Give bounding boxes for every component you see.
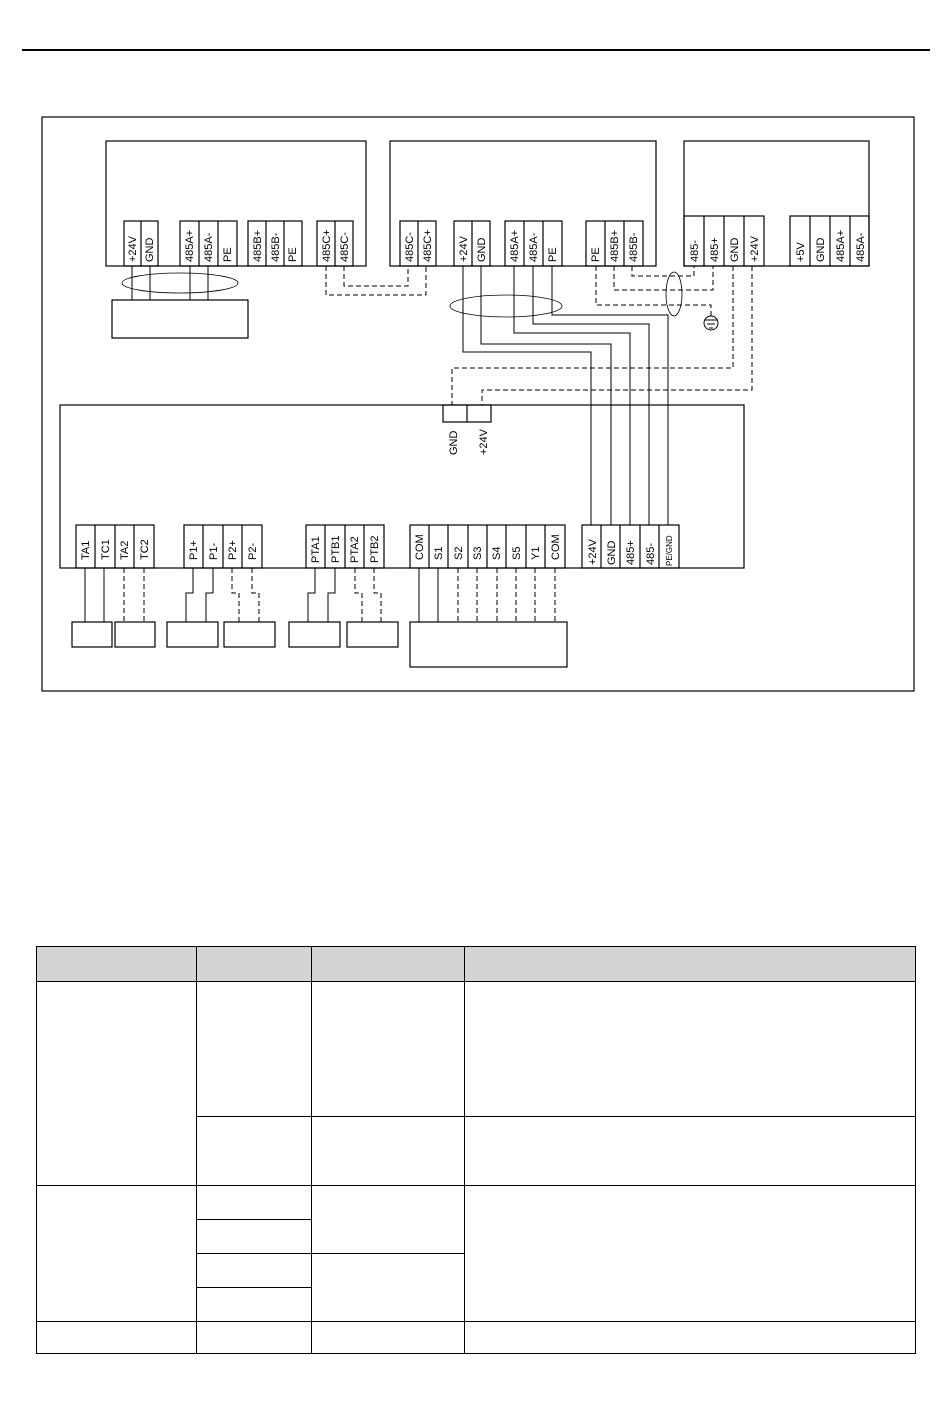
controller-board (60, 405, 744, 568)
table-row (37, 1186, 916, 1220)
terminal-label: 485B- (270, 232, 282, 262)
terminal-label: GND (606, 540, 618, 565)
ground-icon (704, 316, 718, 330)
terminal-label: P2- (247, 542, 259, 560)
terminal-label: S4 (491, 546, 503, 560)
table-header-cell (312, 947, 465, 982)
terminal-label: TC1 (100, 539, 112, 560)
terminal-label: P1+ (188, 540, 200, 560)
shield-marker (666, 272, 682, 316)
diagram-frame (42, 117, 914, 691)
terminal-label: TA1 (80, 540, 92, 560)
power-module (112, 300, 248, 338)
terminal-label: 485- (645, 542, 657, 565)
terminal-label: PE (287, 247, 299, 262)
terminal-label: 485B+ (609, 229, 621, 262)
terminal-label: GND (144, 237, 156, 262)
table-header-cell (197, 947, 312, 982)
terminal-label: +24V (127, 236, 139, 262)
terminal-label: PE (590, 247, 602, 262)
terminal-label: 485C+ (422, 229, 434, 262)
terminal-label: 485A+ (184, 229, 196, 262)
terminal-label: +24V (458, 236, 470, 262)
terminal-label: 485C- (339, 232, 351, 262)
terminal-label: PE (222, 247, 234, 262)
terminal-label: P1- (208, 542, 220, 560)
shield-marker (122, 273, 238, 293)
terminal-label: COM (550, 534, 562, 560)
terminal-label: GND (476, 237, 488, 262)
terminal-label: Y1 (530, 546, 542, 560)
terminal-label: PTB2 (369, 535, 381, 563)
terminal-label: 485- (689, 239, 701, 262)
terminal-label: +5V (795, 242, 807, 262)
terminal-label: +24V (587, 539, 599, 565)
terminal-label: S3 (472, 546, 484, 560)
terminal-label: 485A- (528, 232, 540, 262)
terminal-label: PTB1 (330, 535, 342, 563)
terminal-label: GND (729, 237, 741, 262)
terminal-label: TA2 (119, 540, 131, 560)
shield-marker (450, 295, 562, 317)
terminal-label: GND (815, 237, 827, 262)
terminal-label: 485A+ (509, 229, 521, 262)
terminal-label: 485A- (203, 232, 215, 262)
terminal-label: S2 (453, 546, 465, 560)
terminal-label: 485+ (709, 237, 721, 262)
terminal-label: 485A- (855, 232, 867, 262)
terminal-label: +24V (478, 429, 490, 455)
terminal-label: 485C- (404, 232, 416, 262)
terminal-label: TC2 (139, 539, 151, 560)
terminal-label: 485B- (628, 232, 640, 262)
table-row (37, 982, 916, 1117)
spec-table (36, 946, 916, 1354)
terminal-label: 485B+ (252, 229, 264, 262)
terminal-label: S5 (511, 546, 523, 560)
terminal-label: P2+ (227, 540, 239, 560)
terminal-label: PE (547, 247, 559, 262)
terminal-label: 485C+ (321, 229, 333, 262)
terminal-label: PTA1 (310, 536, 322, 563)
table-row (37, 1322, 916, 1354)
table-header-row (37, 947, 916, 982)
terminal-label: COM (414, 534, 426, 560)
terminal-label: GND (448, 430, 460, 455)
terminal-label: +24V (749, 236, 761, 262)
terminal-label: S1 (433, 546, 445, 560)
table-header-cell (37, 947, 197, 982)
table-header-cell (465, 947, 916, 982)
terminal-label: 485+ (625, 540, 637, 565)
terminal-label: PTA2 (349, 536, 361, 563)
terminal-label: 485A+ (835, 229, 847, 262)
terminal-label: PE/GND (665, 535, 674, 566)
